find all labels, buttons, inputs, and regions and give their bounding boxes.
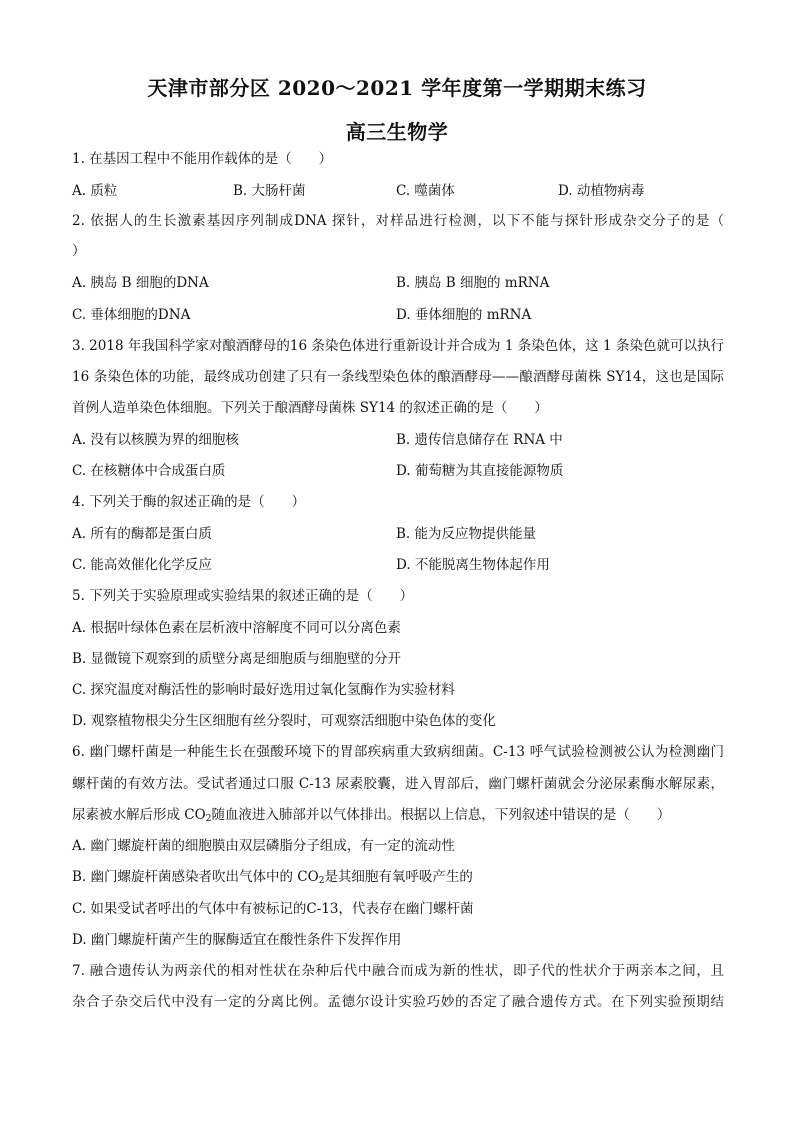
question-6-option-b-post: 是其细胞有氧呼吸产生的 <box>324 869 473 885</box>
question-3-stem-line-1: 3. 2018 年我国科学家对酿酒酵母的16 条染色体进行重新设计并合成为 1 条染色体，这 1 条染色就可以执行 <box>72 338 724 354</box>
question-3-stem-line-3: 首例人造单染色体细胞。下列关于酿酒酵母菌株 SY14 的叙述正确的是（ ） <box>72 400 548 416</box>
exam-title: 天津市部分区 2020～2021 学年度第一学期期末练习 <box>147 76 647 100</box>
question-6-stem-line-1: 6. 幽门螺杆菌是一种能生长在强酸环境下的胃部疾病重大致病细菌。C-13 呼气试验检测被公认为检测幽门 <box>72 744 724 760</box>
question-3-option-a: A. 没有以核膜为界的细胞核 <box>72 432 239 448</box>
question-6-line-3-pre: 尿素被水解后形成 CO <box>72 807 206 823</box>
question-5-stem: 5. 下列关于实验原理或实验结果的叙述正确的是（ ） <box>72 588 414 604</box>
question-6-line-3-post: 随血液进入肺部并以气体排出。根据以上信息，下列叙述中错误的是（ ） <box>211 807 671 823</box>
question-5-option-d: D. 观察植物根尖分生区细胞有丝分裂时，可观察活细胞中染色体的变化 <box>72 713 496 729</box>
question-4-option-a: A. 所有的酶都是蛋白质 <box>72 526 212 542</box>
question-4-option-c: C. 能高效催化化学反应 <box>72 557 212 573</box>
question-6-option-d: D. 幽门螺旋杆菌产生的脲酶适宜在酸性条件下发挥作用 <box>72 932 402 948</box>
question-2-option-b: B. 胰岛 B 细胞的 mRNA <box>396 275 550 291</box>
co2-subscript: 2 <box>318 876 325 886</box>
question-6-option-a: A. 幽门螺旋杆菌的细胞膜由双层磷脂分子组成，有一定的流动性 <box>72 838 455 854</box>
question-4-option-d: D. 不能脱离生物体起作用 <box>396 557 550 573</box>
question-3-option-c: C. 在核糖体中合成蛋白质 <box>72 463 226 479</box>
question-5-option-a: A. 根据叶绿体色素在层析液中溶解度不同可以分离色素 <box>72 620 401 636</box>
question-4-option-b: B. 能为反应物提供能量 <box>396 526 537 542</box>
question-6-stem-line-3 <box>72 806 670 828</box>
question-7-stem-line-1: 7. 融合遗传认为两亲代的相对性状在杂种后代中融合而成为新的性状，即子代的性状介于两亲本之间，且 <box>72 963 724 979</box>
question-3-stem-line-2: 16 条染色体的功能，最终成功创建了只有一条线型染色体的酿酒酵母——酿酒酵母菌株 SY14，这也是国际 <box>72 369 724 385</box>
question-2-option-c: C. 垂体细胞的DNA <box>72 307 191 323</box>
question-3-option-b: B. 遗传信息储存在 RNA 中 <box>396 432 563 448</box>
co2-subscript: 2 <box>205 814 212 824</box>
question-6-option-b-pre: B. 幽门螺旋杆菌感染者吹出气体中的 CO <box>72 869 319 885</box>
question-2-option-a: A. 胰岛 B 细胞的DNA <box>72 275 209 291</box>
question-7-stem-line-2: 杂合子杂交后代中没有一定的分离比例。孟德尔设计实验巧妙的否定了融合遗传方式。在下列实验预期结 <box>72 994 724 1010</box>
question-2-stem-line-1: 2. 依据人的生长激素基因序列制成DNA 探针，对样品进行检测，以下不能与探针形成杂交分子的是（ <box>72 213 724 229</box>
question-1-option-d: D. 动植物病毒 <box>558 183 645 199</box>
question-4-stem: 4. 下列关于酶的叙述正确的是（ ） <box>72 494 306 510</box>
question-1-option-c: C. 噬菌体 <box>396 183 455 199</box>
question-6-stem-line-2: 螺杆菌的有效方法。受试者通过口服 C-13 尿素胶囊，进入胃部后，幽门螺杆菌就会分泌尿素酶水解尿素， <box>72 776 724 792</box>
question-6-option-b <box>72 868 473 890</box>
question-3-option-d: D. 葡萄糖为其直接能源物质 <box>396 463 564 479</box>
question-1-option-b: B. 大肠杆菌 <box>233 183 306 199</box>
question-2-stem-line-2: ） <box>72 243 86 259</box>
question-5-option-c: C. 探究温度对酶活性的影响时最好选用过氧化氢酶作为实验材料 <box>72 682 455 698</box>
exam-subtitle: 高三生物学 <box>345 120 449 144</box>
question-2-option-d: D. 垂体细胞的 mRNA <box>396 307 532 323</box>
question-1-option-a: A. 质粒 <box>72 183 118 199</box>
question-6-option-c: C. 如果受试者呼出的气体中有被标记的C-13，代表存在幽门螺杆菌 <box>72 901 474 917</box>
question-5-option-b: B. 显微镜下观察到的质壁分离是细胞质与细胞壁的分开 <box>72 651 402 667</box>
question-1-stem: 1. 在基因工程中不能用作载体的是（ ） <box>72 151 333 167</box>
